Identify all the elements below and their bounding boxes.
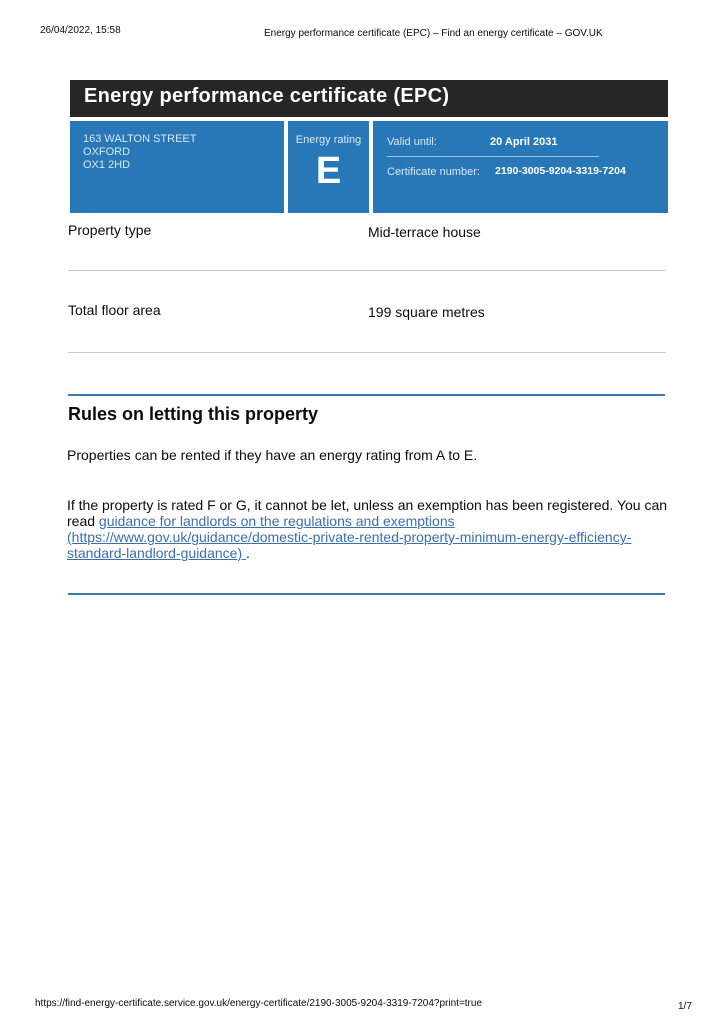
- address-line: OXFORD: [83, 146, 131, 158]
- certificate-summary: [70, 121, 668, 213]
- valid-until-value: 20 April 2031: [490, 136, 558, 148]
- address-line: OX1 2HD: [83, 159, 131, 171]
- section-divider: [68, 593, 665, 595]
- exemption-paragraph: [67, 497, 672, 561]
- certificate-title: Energy performance certificate (EPC): [84, 85, 450, 107]
- guidance-link-text: guidance for landlords on the regulations and exemptions: [98, 513, 455, 529]
- certificate-details-panel: [373, 121, 668, 213]
- details-divider: [387, 156, 599, 157]
- floor-area-value: 199 square metres: [368, 304, 485, 320]
- certificate-number-value: 2190-3005-9204-3319-7204: [495, 165, 626, 177]
- property-type-value: Mid-terrace house: [368, 224, 481, 240]
- section-divider: [68, 394, 665, 396]
- energy-rating-value: E: [315, 150, 342, 192]
- energy-rating-label: Energy rating: [295, 134, 362, 146]
- address-panel: [70, 121, 284, 213]
- print-page-title: Energy performance certificate (EPC) – Find an energy certificate – GOV.UK: [264, 28, 603, 39]
- print-date: 26/04/2022, 15:58: [40, 25, 121, 36]
- row-divider: [68, 270, 666, 271]
- address-line: 163 WALTON STREET: [83, 133, 197, 145]
- guidance-link-url: (https://www.gov.uk/guidance/domestic-private-rented-property-minimum-energy-efficiency-standard-landlord-guidance): [67, 529, 632, 561]
- valid-until-label: Valid until:: [387, 136, 437, 148]
- certificate-number-label: Certificate number:: [387, 166, 480, 178]
- print-page-number: 1/7: [678, 1001, 692, 1012]
- floor-area-label: Total floor area: [68, 302, 161, 318]
- letting-rules-heading: Rules on letting this property: [68, 404, 319, 424]
- paragraph-end: .: [246, 545, 250, 561]
- row-divider: [68, 352, 666, 353]
- certificate-title-bar: [70, 80, 668, 117]
- energy-rating-panel: [288, 121, 369, 213]
- landlord-guidance-link[interactable]: [67, 513, 631, 561]
- exemption-text: If the property is rated F or G, it cannot be let, unless an exemption has been registered. You can read: [67, 497, 668, 529]
- print-header: [0, 25, 724, 45]
- rented-rule-text: Properties can be rented if they have an energy rating from A to E.: [67, 447, 478, 463]
- print-footer-url: https://find-energy-certificate.service.gov.uk/energy-certificate/2190-3005-9204-3319-7204?print=true: [35, 998, 483, 1009]
- property-type-label: Property type: [68, 222, 152, 238]
